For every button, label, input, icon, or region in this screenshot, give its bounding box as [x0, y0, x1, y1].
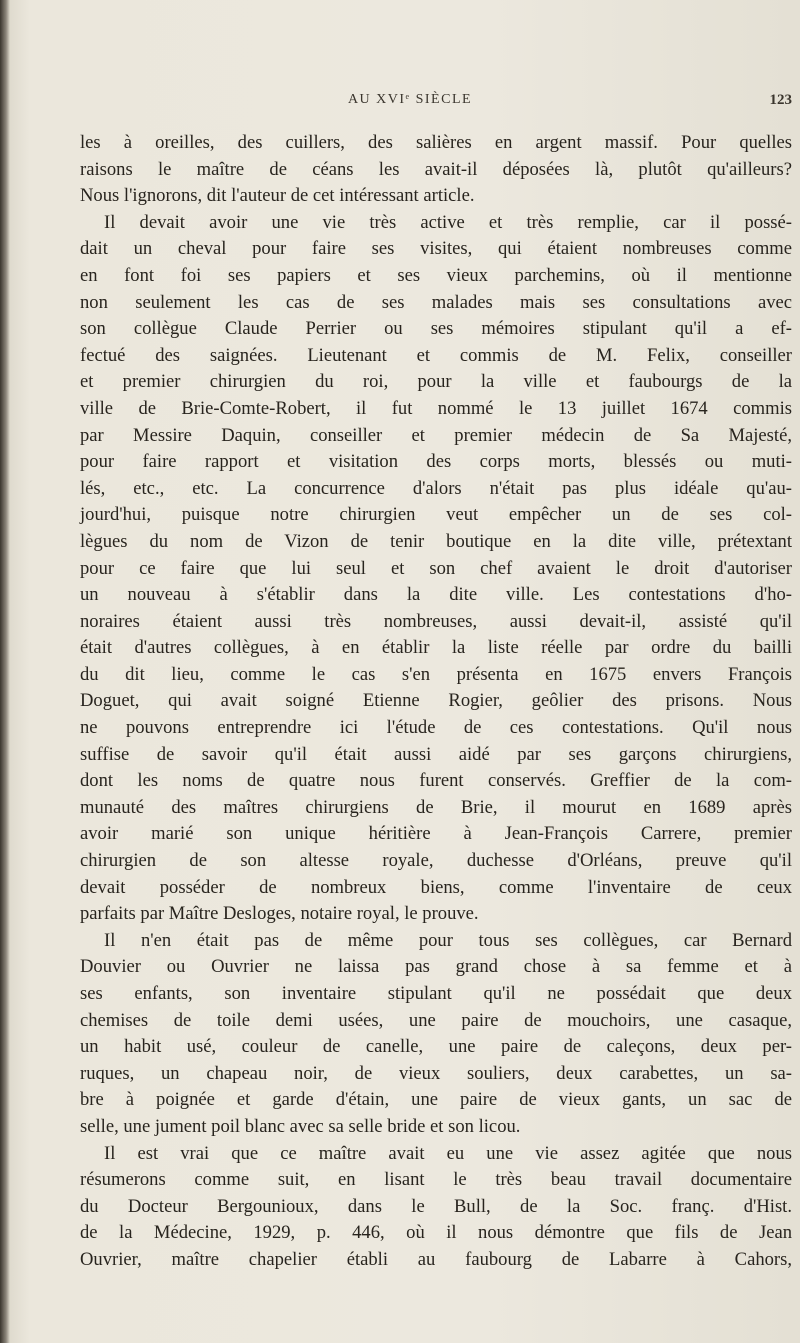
- text-line: résumerons comme suit, en lisant le très beau travail documentaire: [80, 1169, 792, 1191]
- text-line: parfaits par Maître Desloges, notaire royal, le prouve.: [80, 903, 479, 925]
- text-line: chemises de toile demi usées, une paire de mouchoirs, une casaque,: [80, 1009, 792, 1031]
- text-line: chirurgien de son altesse royale, duchesse d'Orléans, preuve qu'il: [80, 850, 792, 872]
- text-line: avoir marié son unique héritière à Jean-François Carrere, premier: [80, 823, 792, 845]
- text-line: pour faire rapport et visitation des corps morts, blessés ou muti-: [80, 451, 792, 473]
- text-line: de la Médecine, 1929, p. 446, où il nous démontre que fils de Jean: [80, 1222, 792, 1244]
- text-line: devait posséder de nombreux biens, comme l'inventaire de ceux: [80, 876, 792, 898]
- text-line: pour ce faire que lui seul et son chef avaient le droit d'autoriser: [80, 557, 792, 579]
- text-line: Il est vrai que ce maître avait eu une vie assez agitée que nous: [104, 1142, 792, 1164]
- text-line: en font foi ses papiers et ses vieux parchemins, où il mentionne: [80, 264, 792, 286]
- text-line: un nouveau à s'établir dans la dite ville. Les contestations d'ho-: [80, 584, 792, 606]
- text-line: suffise de savoir qu'il était aussi aidé par ses garçons chirurgiens,: [80, 743, 792, 765]
- text-line: ruques, un chapeau noir, de vieux souliers, deux carabettes, un sa-: [80, 1062, 792, 1084]
- running-title-tail: SIÈCLE: [410, 92, 473, 107]
- text-line: dait un cheval pour faire ses visites, qui étaient nombreuses comme: [80, 238, 792, 260]
- text-line: dont les noms de quatre nous furent conservés. Greffier de la com-: [80, 770, 792, 792]
- text-line: raisons le maître de céans les avait-il déposées là, plutôt qu'ailleurs?: [80, 158, 792, 180]
- text-line: ne pouvons entreprendre ici l'étude de ces contestations. Qu'il nous: [80, 717, 792, 739]
- text-line: jourd'hui, puisque notre chirurgien veut empêcher un de ses col-: [80, 504, 792, 526]
- text-line: non seulement les cas de ses malades mais ses consultations avec: [80, 291, 792, 313]
- text-line: munauté des maîtres chirurgiens de Brie, il mourut en 1689 après: [80, 796, 792, 818]
- text-line: noraires étaient aussi très nombreuses, aussi devait-il, assisté qu'il: [80, 610, 792, 632]
- text-line: Douvier ou Ouvrier ne laissa pas grand chose à sa femme et à: [80, 956, 792, 978]
- text-line: fectué des saignées. Lieutenant et commis de M. Felix, conseiller: [80, 344, 792, 366]
- text-line: Il n'en était pas de même pour tous ses collègues, car Bernard: [104, 929, 792, 951]
- running-title: [80, 92, 740, 108]
- page-number: 123: [769, 92, 792, 108]
- running-title-text: AU XVI: [347, 92, 406, 107]
- text-line: lègues du nom de Vizon de tenir boutique en la dite ville, prétextant: [80, 530, 792, 552]
- page-spine-shadow: [0, 0, 10, 1343]
- text-line: son collègue Claude Perrier ou ses mémoires stipulant qu'il a ef-: [80, 318, 792, 340]
- text-line: Nous l'ignorons, dit l'auteur de cet intéressant article.: [80, 185, 475, 207]
- text-line: du Docteur Bergounioux, dans le Bull, de la Soc. franç. d'Hist.: [80, 1195, 792, 1217]
- text-line: du dit lieu, comme le cas s'en présenta en 1675 envers François: [80, 663, 792, 685]
- text-line: selle, une jument poil blanc avec sa selle bride et son licou.: [80, 1115, 521, 1137]
- text-line: lés, etc., etc. La concurrence d'alors n'était pas plus idéale qu'au-: [80, 477, 792, 499]
- text-line: Ouvrier, maître chapelier établi au faubourg de Labarre à Cahors,: [80, 1248, 792, 1270]
- text-line: était d'autres collègues, à en établir la liste réelle par ordre du bailli: [80, 637, 792, 659]
- running-title-superscript: e: [405, 92, 411, 101]
- running-header: [80, 92, 792, 114]
- text-line: par Messire Daquin, conseiller et premier médecin de Sa Majesté,: [80, 424, 792, 446]
- text-line: Il devait avoir une vie très active et très remplie, car il possé-: [104, 211, 792, 233]
- text-line: bre à poignée et garde d'étain, une paire de vieux gants, un sac de: [80, 1089, 792, 1111]
- text-line: ville de Brie-Comte-Robert, il fut nommé le 13 juillet 1674 commis: [80, 397, 792, 419]
- text-line: Doguet, qui avait soigné Etienne Rogier, geôlier des prisons. Nous: [80, 690, 792, 712]
- text-line: ses enfants, son inventaire stipulant qu'il ne possédait que deux: [80, 983, 792, 1004]
- body-text: [80, 130, 792, 1274]
- text-line: et premier chirurgien du roi, pour la ville et faubourgs de la: [80, 371, 792, 393]
- text-line: un habit usé, couleur de canelle, une paire de caleçons, deux per-: [80, 1036, 792, 1058]
- text-line: les à oreilles, des cuillers, des salières en argent massif. Pour quelles: [80, 132, 792, 153]
